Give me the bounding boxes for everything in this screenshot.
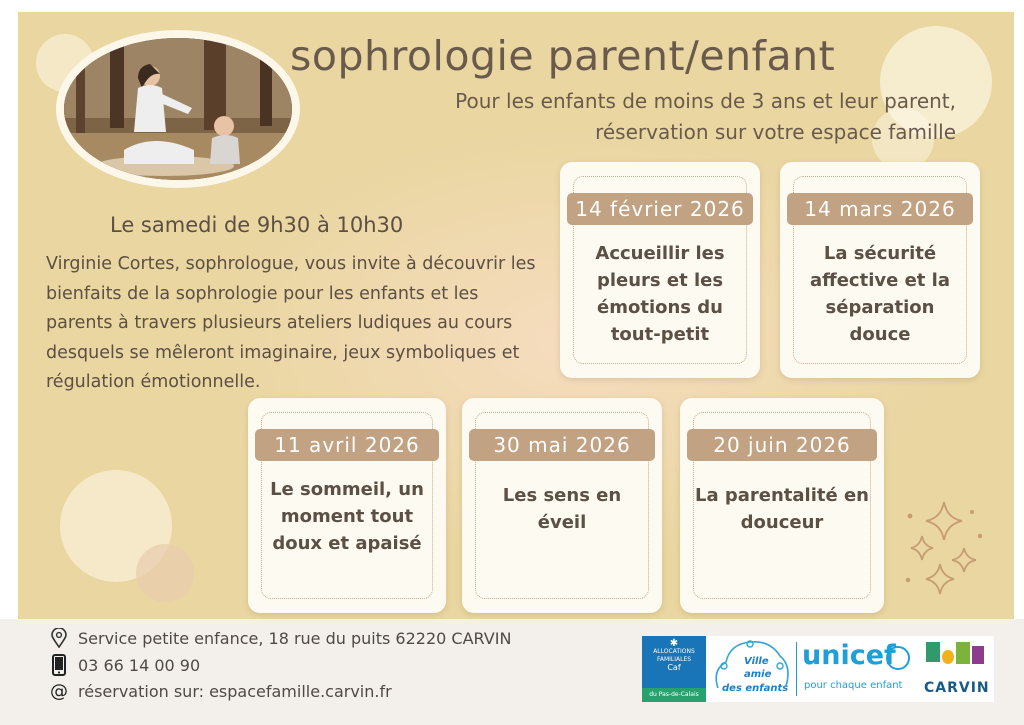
ville-text: amie <box>744 669 772 680</box>
at-icon: @ <box>50 680 68 702</box>
carvin-emblem-icon <box>942 650 954 664</box>
session-date: 14 février 2026 <box>567 193 753 225</box>
phone-number[interactable]: 03 66 14 00 90 <box>78 655 201 675</box>
session-date: 20 juin 2026 <box>687 429 877 461</box>
booking-link[interactable]: réservation sur: espacefamille.carvin.fr <box>78 681 392 701</box>
logo-divider <box>796 642 797 696</box>
session-title: Les sens en éveil <box>502 485 622 533</box>
carvin-emblem-icon <box>972 646 984 664</box>
intro-paragraph: Virginie Cortes, sophrologue, vous invite à découvrir les bienfaits de la sophrologie pour les enfants et les parents à travers plusieurs ateliers ludiques au cours desquels se mêleront imaginaire, jeux symboliques et régulation émotionnelle. <box>46 254 536 392</box>
session-date: 14 mars 2026 <box>787 193 973 225</box>
schedule-text: Le samedi de 9h30 à 10h30 <box>110 213 404 237</box>
ville-amie-logo <box>710 636 794 702</box>
caf-region: du Pas-de-Calais <box>649 691 699 698</box>
session-card <box>248 398 446 613</box>
unicef-globe-icon <box>886 646 910 670</box>
caf-region-band <box>642 688 706 702</box>
location-pin-icon <box>50 627 68 649</box>
partner-logos <box>642 636 994 702</box>
footer <box>0 619 1024 725</box>
session-card <box>462 398 662 613</box>
page-title: sophrologie parent/enfant <box>290 32 836 80</box>
address-row <box>50 627 511 649</box>
caf-snowflake-icon: ✱ <box>669 638 679 649</box>
ville-text: Ville <box>744 656 769 667</box>
session-card <box>780 162 980 378</box>
session-title: La parentalité en douceur <box>694 485 869 533</box>
unicef-logo: unicef <box>802 640 896 671</box>
session-title: Le sommeil, un moment tout doux et apaisé <box>270 479 424 554</box>
yoga-photo <box>64 38 292 180</box>
caf-logo <box>642 636 706 702</box>
caf-text: FAMILIALES <box>656 656 692 663</box>
phone-icon <box>50 654 68 676</box>
subtitle-line: Pour les enfants de moins de 3 ans et leur parent, <box>455 89 956 113</box>
address-text: Service petite enfance, 18 rue du puits 62220 CARVIN <box>78 628 512 648</box>
decorative-circle <box>136 544 194 602</box>
phone-row <box>50 654 200 676</box>
session-title: Accueillir les pleurs et les émotions du tout-petit <box>595 243 725 345</box>
carvin-text: CARVIN <box>924 680 990 696</box>
session-title: La sécurité affective et la séparation douce <box>810 243 950 345</box>
session-card <box>680 398 884 613</box>
sparkles-icon <box>900 496 986 600</box>
subtitle-line: réservation sur votre espace famille <box>595 120 956 144</box>
session-date: 11 avril 2026 <box>255 429 439 461</box>
caf-text: ALLOCATIONS <box>653 648 695 655</box>
caf-name: Caf <box>667 663 681 672</box>
carvin-emblem-icon <box>926 642 940 662</box>
carvin-emblem-icon <box>956 642 970 664</box>
unicef-tagline: pour chaque enfant <box>804 680 903 691</box>
session-card <box>560 162 760 378</box>
subtitle <box>455 86 956 148</box>
poster <box>18 12 1014 619</box>
booking-row <box>50 680 392 702</box>
ville-text: des enfants <box>722 683 789 694</box>
session-date: 30 mai 2026 <box>469 429 655 461</box>
